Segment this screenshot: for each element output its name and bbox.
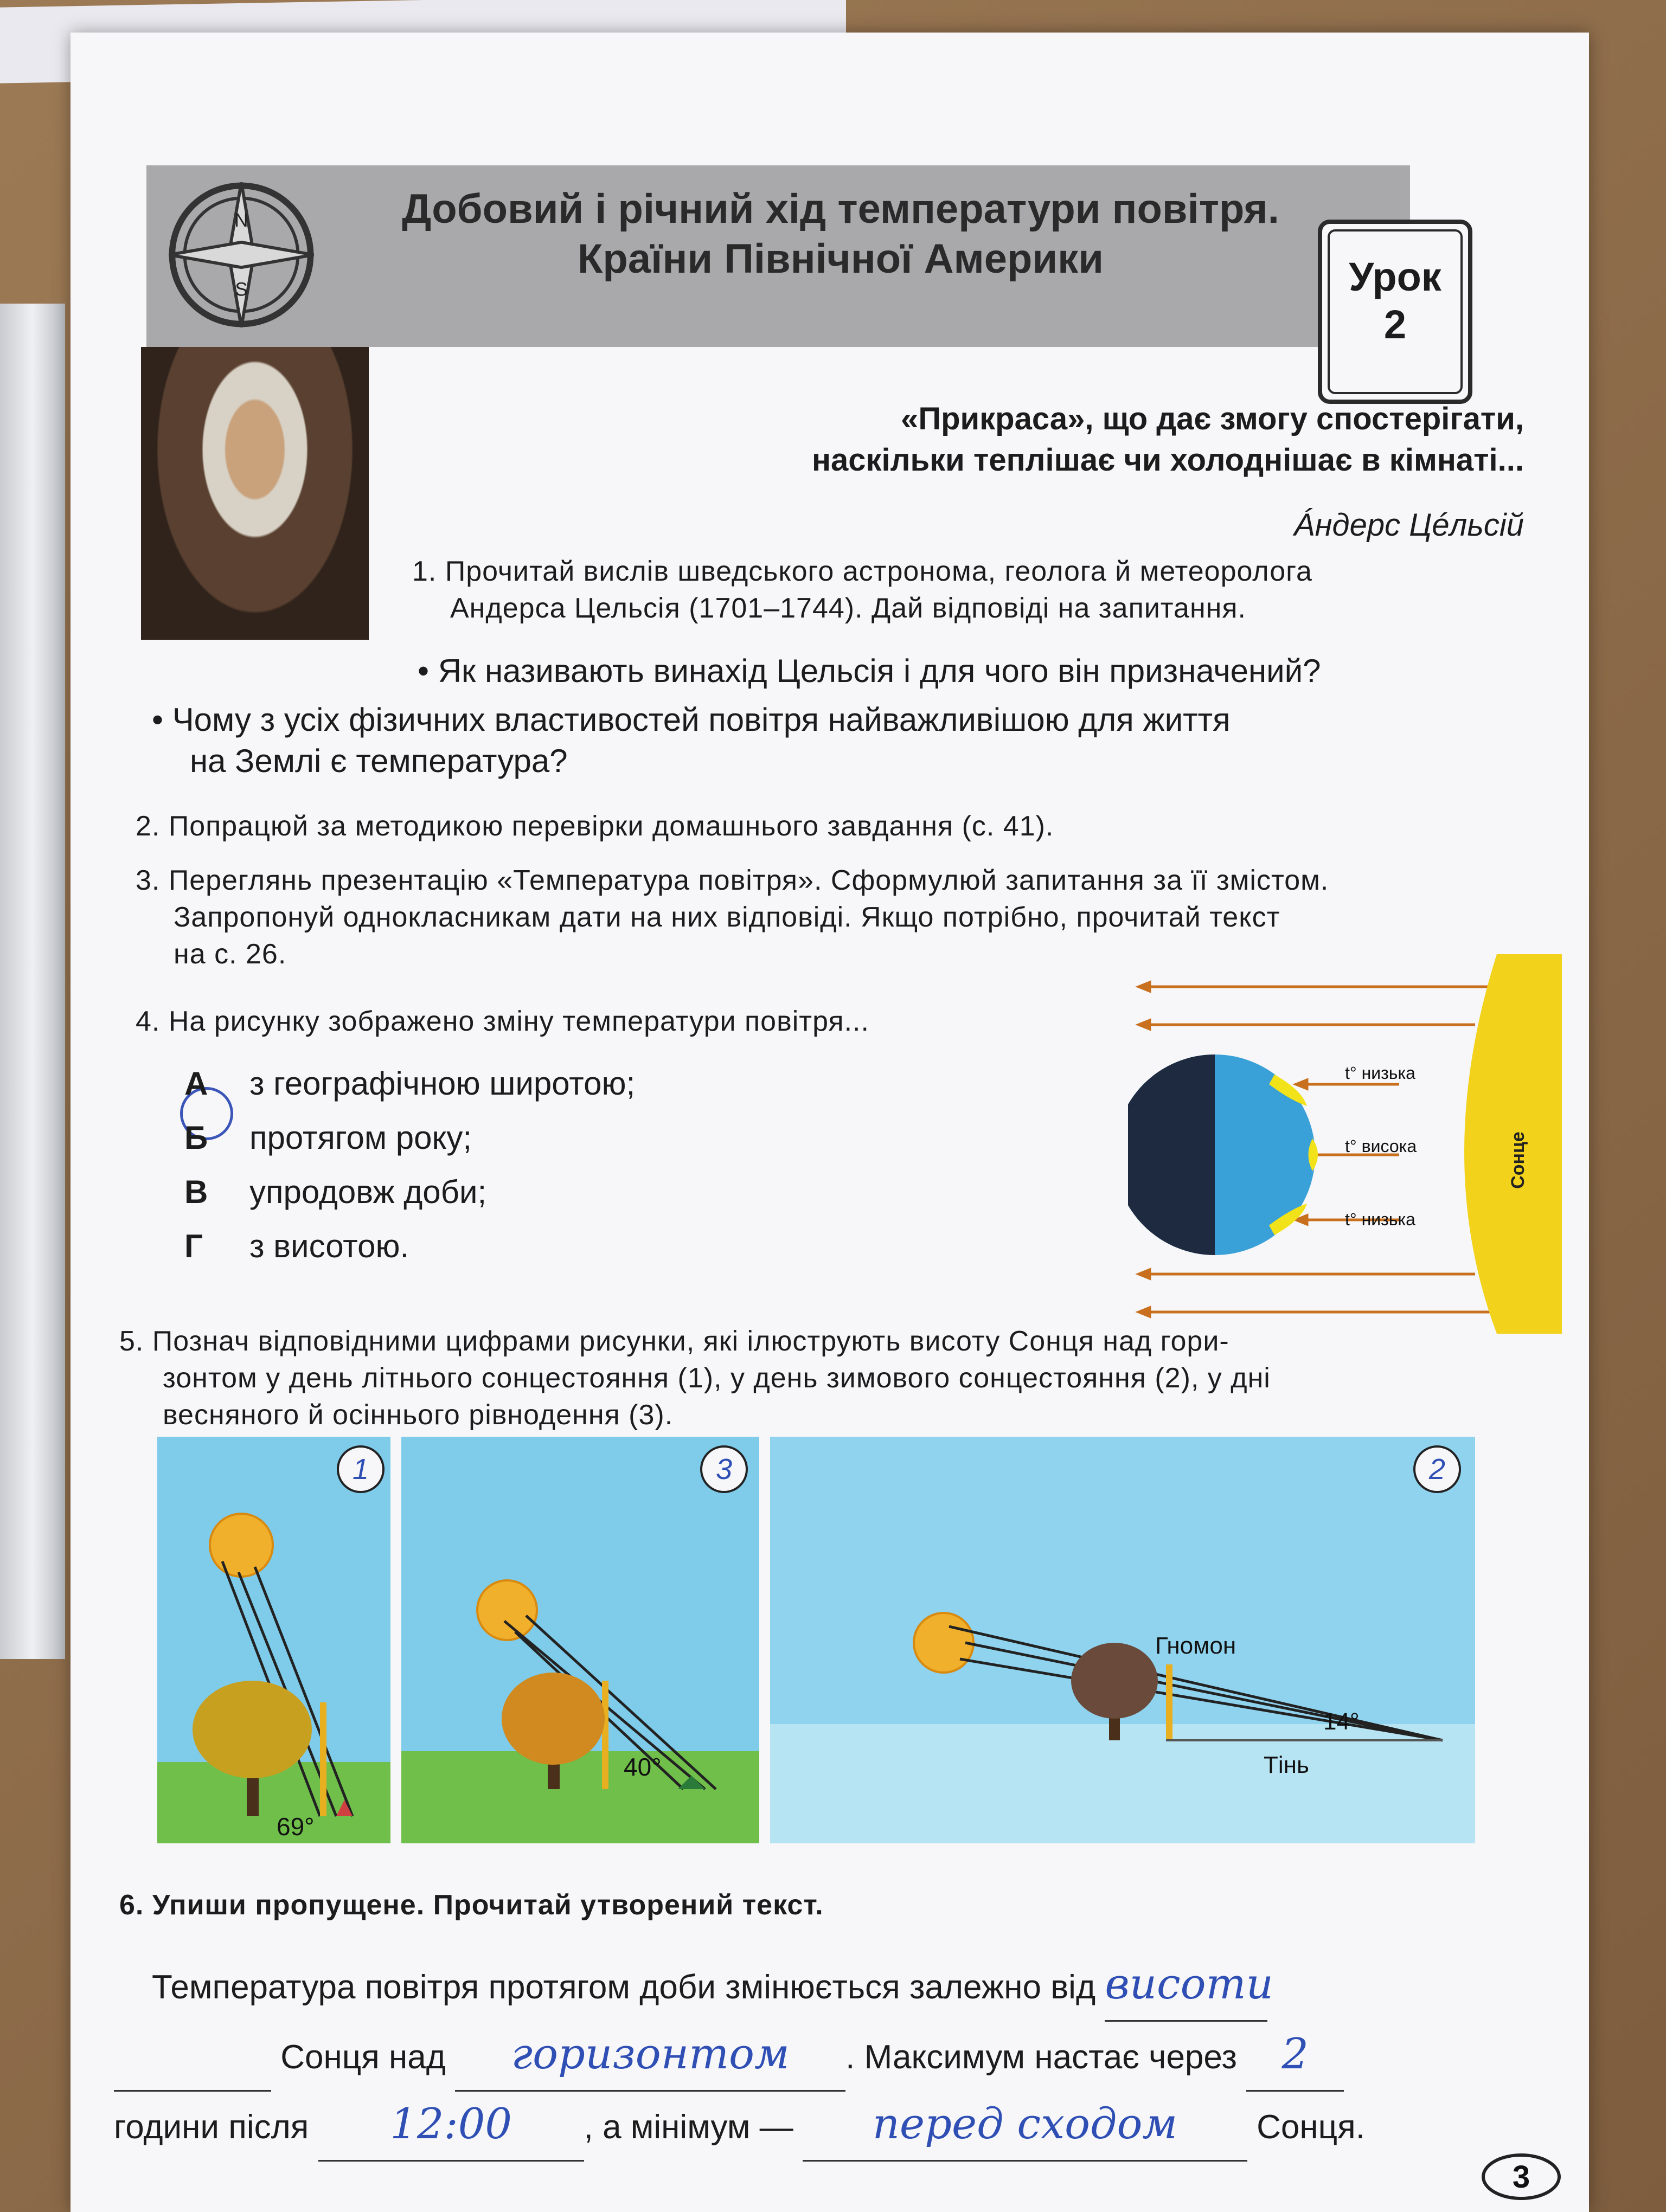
fill-text-part-4: години після: [114, 2108, 309, 2146]
task-1-line-2: Андерса Цельсія (1701–1744). Дай відповіді на запитання.: [450, 593, 1246, 624]
globe-night-side: [1128, 1054, 1215, 1255]
panel-winter: [770, 1437, 1475, 1843]
option-c[interactable]: [184, 1171, 998, 1213]
binder-edge: [0, 304, 65, 1659]
task-1-number: 1.: [412, 556, 437, 587]
task-1: [412, 553, 1529, 627]
page-number-badge: [1481, 2147, 1567, 2207]
answer-blank-5[interactable]: [803, 2092, 1247, 2162]
option-a[interactable]: [184, 1063, 998, 1105]
option-d-text: з висотою.: [249, 1228, 409, 1264]
label-high: t° висока: [1345, 1136, 1417, 1156]
answer-blank-1-cont: [114, 2025, 271, 2092]
quote-line-1: «Прикраса», що дає змогу спостерігати,: [901, 401, 1524, 436]
compass-north-letter: N: [234, 209, 248, 231]
answer-3: 2: [1281, 2030, 1309, 2079]
fill-in-paragraph: [114, 1952, 1546, 2162]
quote-line-2: наскільки теплішає чи холоднішає в кімнаті...: [811, 442, 1524, 478]
angle-14: 14°: [1323, 1708, 1360, 1735]
bullet-2-line-1: Чому з усіх фізичних властивостей повітря найважливішою для життя: [172, 702, 1231, 738]
lesson-badge: [1318, 220, 1472, 404]
angle-69: 69°: [277, 1812, 315, 1841]
option-c-text: упродовж доби;: [249, 1174, 487, 1210]
task-5: [119, 1323, 1535, 1433]
label-low-north: t° низька: [1345, 1063, 1415, 1083]
epigraph-author: Áндерс Цéльсій: [1293, 507, 1524, 543]
mark-2: 2: [1428, 1453, 1446, 1486]
task-4: 4. На рисунку зображено зміну температури повітря...: [136, 1006, 869, 1037]
task-5-line-2: зонтом у день літнього сонцестояння (1), у день зимового сонцестояння (2), у дні: [163, 1362, 1271, 1394]
mark-1: 1: [352, 1453, 369, 1486]
task-1-bullet-1: • Як називають винахід Цельсія і для чого він призначений?: [418, 653, 1321, 689]
bullet-1-text: Як називають винахід Цельсія і для чого він призначений?: [438, 653, 1321, 689]
option-d[interactable]: [184, 1225, 998, 1268]
task-1-bullet-2: • Чому з усіх фізичних властивостей повітря найважливішою для життя на Землі є температура?: [152, 699, 1529, 782]
option-d-letter: Г: [184, 1228, 203, 1264]
answer-blank-2[interactable]: [455, 2022, 845, 2092]
mark-3: 3: [715, 1453, 733, 1486]
option-b-letter: Б: [184, 1120, 208, 1156]
workbook-page: [71, 33, 1589, 2212]
task-5-line-3: весняного й осіннього рівнодення (3).: [163, 1399, 674, 1431]
page-title: [325, 184, 1356, 284]
page-number: 3: [1512, 2159, 1530, 2195]
title-line-2: Країни Північної Америки: [578, 236, 1104, 282]
panel-equinox: [401, 1437, 759, 1843]
lesson-label: Урок: [1349, 254, 1441, 299]
answer-blank-1[interactable]: [1105, 1952, 1273, 2022]
task-3-line-1: 3. Переглянь презентацію «Температура повітря». Сформулюй запитання за її змістом.: [136, 865, 1329, 896]
option-b-text: протягом року;: [249, 1120, 472, 1156]
angle-40: 40°: [624, 1753, 662, 1781]
fill-text-part-6: Сонця.: [1257, 2108, 1365, 2146]
epigraph-quote: [559, 398, 1524, 481]
answer-1: висоти: [1105, 1960, 1273, 2009]
compass-south-letter: S: [235, 279, 248, 300]
task-5-line-1: 5. Познач відповідними цифрами рисунки, які ілюструють висоту Сонця над гори-: [119, 1326, 1229, 1357]
fill-text-part-3: . Максимум настає через: [845, 2039, 1237, 2076]
task-3-line-3: на с. 26.: [174, 938, 287, 970]
task-4-options: [184, 1063, 998, 1268]
fill-text-part-5: , а мінімум —: [584, 2108, 793, 2146]
sun-height-panels: [157, 1437, 1546, 1849]
task-2: 2. Попрацюй за методикою перевірки домашнього завдання (с. 41).: [136, 811, 1054, 842]
option-c-letter: В: [184, 1174, 208, 1210]
answer-2: горизонтом: [511, 2030, 790, 2079]
globe-figure: [1128, 954, 1562, 1334]
task-6: 6. Упиши пропущене. Прочитай утворений текст.: [119, 1889, 824, 1921]
celsius-portrait: [141, 347, 369, 640]
option-a-text: з географічною широтою;: [249, 1065, 636, 1102]
lesson-number: 2: [1383, 302, 1407, 347]
fill-text-part-2: Сонця над: [280, 2039, 446, 2076]
option-b[interactable]: [184, 1117, 998, 1159]
bullet-2-line-2: на Землі є температура?: [190, 743, 568, 779]
answer-blank-4[interactable]: [318, 2092, 584, 2162]
task-1-line-1: Прочитай вислів шведського астронома, геолога й метеоролога: [445, 556, 1312, 587]
compass-icon: [163, 176, 320, 333]
title-line-1: Добовий і річний хід температури повітря.: [402, 186, 1279, 232]
option-a-letter: А: [184, 1065, 208, 1102]
answer-5: перед сходом: [872, 2100, 1178, 2149]
fill-text-part-1: Температура повітря протягом доби змінюється залежно від: [152, 1969, 1096, 2006]
answer-4: 12:00: [390, 2100, 512, 2149]
answer-blank-3[interactable]: [1246, 2022, 1344, 2092]
label-low-south: t° низька: [1345, 1210, 1415, 1229]
sun-label: Сонце: [1508, 1131, 1528, 1189]
task-3-line-2: Запропонуй однокласникам дати на них відповіді. Якщо потрібно, прочитай текст: [174, 902, 1280, 933]
panel-summer: [157, 1437, 390, 1843]
shadow-label: Тінь: [1264, 1752, 1309, 1778]
gnomon-label: Гномон: [1155, 1632, 1236, 1659]
